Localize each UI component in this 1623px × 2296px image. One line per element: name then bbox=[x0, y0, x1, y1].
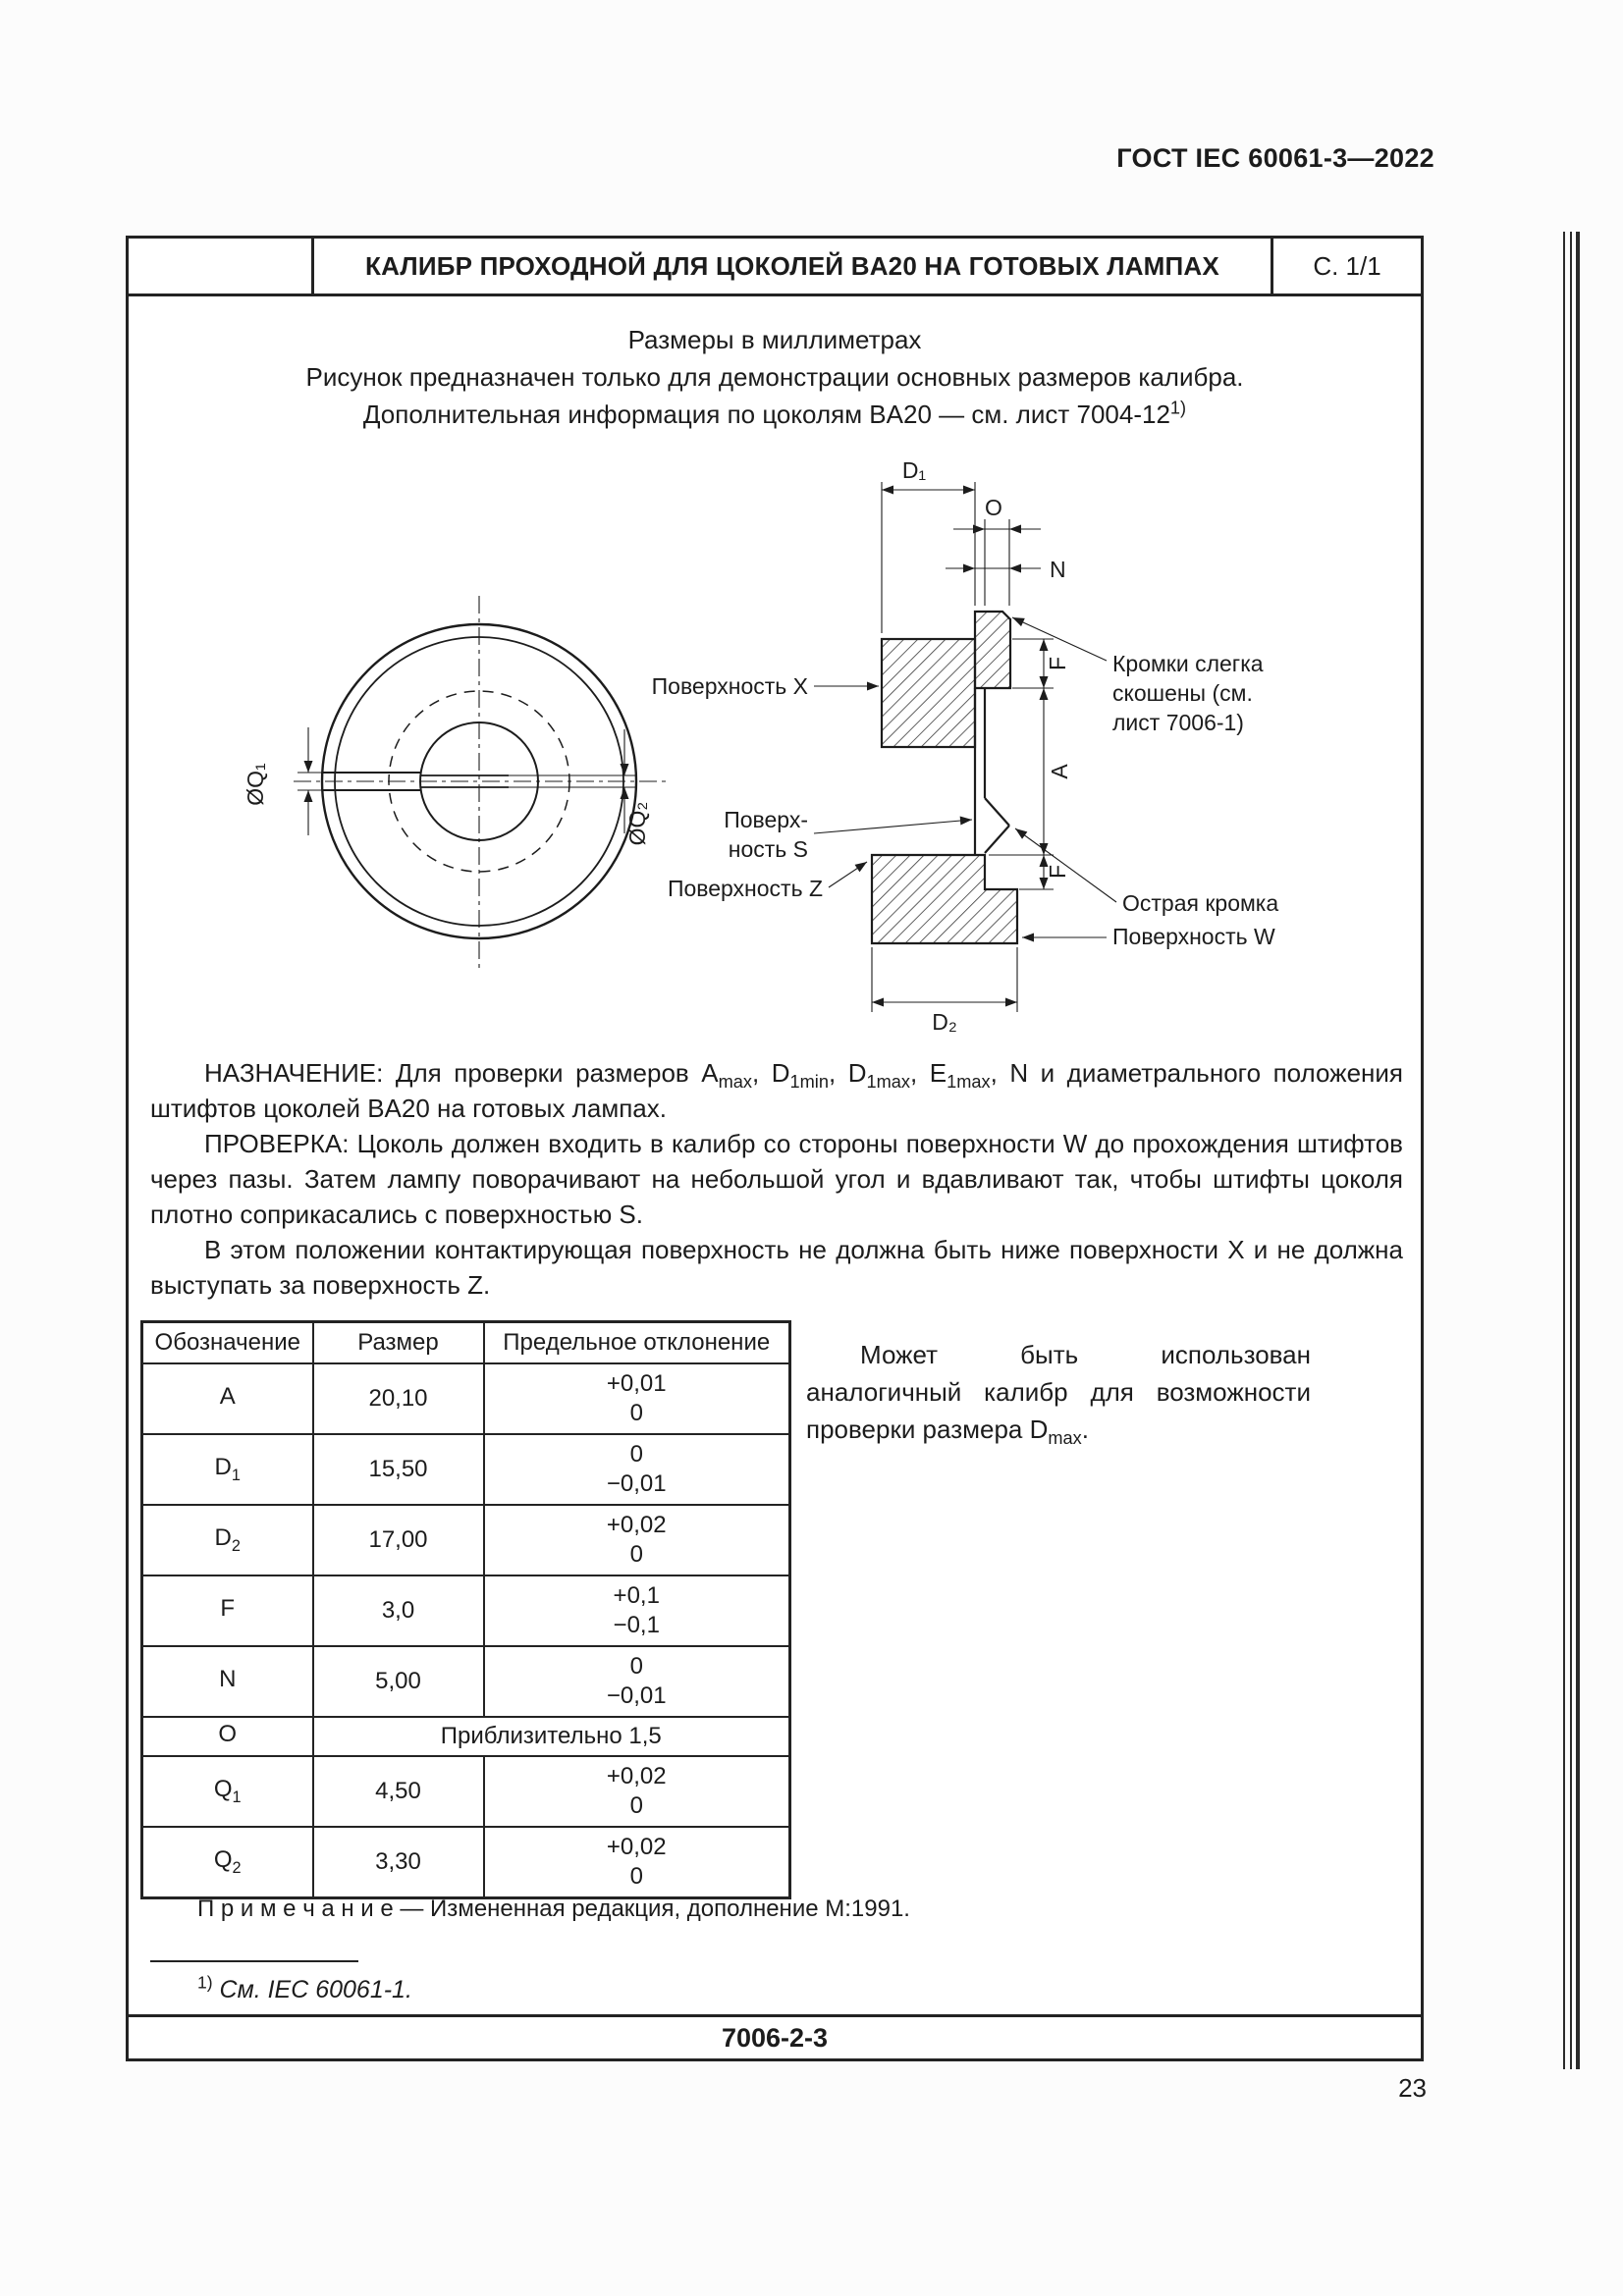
table-row bbox=[142, 1827, 790, 1898]
size-cell: 15,50 bbox=[313, 1434, 484, 1505]
sheet-page-ref: С. 1/1 bbox=[1271, 239, 1421, 294]
check-paragraph-1: ПРОВЕРКА: Цоколь должен входить в калибр со стороны поверхности W до прохождения штифтов через пазы. Затем лампу поворачивают на небольшой угол и вдавливают так, чтобы штифты цоколя плотно соприкасались с поверхностью S. bbox=[150, 1129, 1403, 1229]
dim-d2-label: D₂ bbox=[932, 1009, 957, 1034]
front-view bbox=[294, 596, 669, 971]
table-row bbox=[142, 1363, 790, 1434]
surface-z-label: Поверхность Z bbox=[667, 876, 823, 901]
purpose-paragraph: НАЗНАЧЕНИЕ: Для проверки размеров $A_{max}$, $D_{1min}$, $D_{1max}$, $E_{1max}$, N и диаметрального положения штифтов цоколей BA20 на готовых лампах. bbox=[150, 1058, 1403, 1123]
tolerance-cell: 0 −0,01 bbox=[484, 1434, 790, 1505]
table-row bbox=[142, 1575, 790, 1646]
symbol-cell: $Q_2$ bbox=[142, 1827, 313, 1898]
surface-x-label: Поверхность X bbox=[651, 673, 808, 699]
check-paragraph-2: В этом положении контактирующая поверхность не должна быть ниже поверхности X и не должна выступать за поверхность Z. bbox=[150, 1235, 1403, 1300]
sheet-number: 7006-2-3 bbox=[129, 2014, 1421, 2058]
table-header-row bbox=[142, 1322, 790, 1364]
sharp-edge-chamfer bbox=[985, 798, 1009, 826]
dim-d1-label: D₁ bbox=[901, 457, 927, 483]
leader-line bbox=[814, 820, 972, 833]
size-cell: 4,50 bbox=[313, 1756, 484, 1827]
dim-o-label: O bbox=[985, 495, 1002, 520]
header-size: Размер bbox=[313, 1322, 484, 1364]
header-designation: Обозначение bbox=[142, 1322, 313, 1364]
intro-text bbox=[129, 321, 1421, 433]
tolerance-cell: +0,1 −0,1 bbox=[484, 1575, 790, 1646]
size-cell: 3,0 bbox=[313, 1575, 484, 1646]
approx-value-cell: Приблизительно 1,5 bbox=[313, 1717, 790, 1756]
size-cell: 5,00 bbox=[313, 1646, 484, 1717]
dim-a-label: A bbox=[1047, 764, 1072, 779]
table-row bbox=[142, 1756, 790, 1827]
edge-note-line2: скошены (см. bbox=[1112, 680, 1253, 706]
intro-line-units: Размеры в миллиметрах bbox=[627, 325, 922, 354]
title-bar-empty-cell bbox=[129, 239, 314, 294]
scan-edge-line bbox=[1563, 232, 1565, 2069]
tolerance-cell: 0 −0,01 bbox=[484, 1646, 790, 1717]
document-header: ГОСТ IEC 60061-3—2022 bbox=[1116, 143, 1434, 173]
tolerance-cell: +0,02 0 bbox=[484, 1756, 790, 1827]
leader-line bbox=[1015, 828, 1116, 902]
symbol-cell: $D_1$ bbox=[142, 1434, 313, 1505]
dim-f-lower-label: F bbox=[1045, 864, 1070, 880]
dimension-table bbox=[140, 1320, 791, 1899]
hidden-circle bbox=[389, 691, 569, 872]
tolerance-cell: +0,02 0 bbox=[484, 1827, 790, 1898]
table-row bbox=[142, 1505, 790, 1575]
note: П р и м е ч а н и е — Измененная редакция, дополнение M:1991. bbox=[197, 1896, 910, 1922]
surface-s-label-line1: Поверх- bbox=[724, 807, 808, 832]
table-row bbox=[142, 1434, 790, 1505]
sharp-edge-label: Острая кромка bbox=[1122, 890, 1279, 916]
footnote-rule bbox=[150, 1960, 358, 1962]
size-cell: 17,00 bbox=[313, 1505, 484, 1575]
size-cell: 20,10 bbox=[313, 1363, 484, 1434]
dim-q1-label: ØQ₁ bbox=[243, 763, 268, 806]
rim-section bbox=[975, 612, 1010, 688]
dim-n-label: N bbox=[1050, 557, 1066, 582]
size-cell: 3,30 bbox=[313, 1827, 484, 1898]
upper-block-section bbox=[882, 639, 975, 747]
body-text bbox=[150, 1055, 1403, 1303]
footnote: $^{1)}$ См. IEC 60061-1. bbox=[197, 1972, 412, 2003]
side-note: Может быть использован аналогичный калибр для возможности проверки размера $D_{max}$. bbox=[806, 1340, 1311, 1449]
gauge-technical-drawing bbox=[207, 433, 1385, 1034]
table-row bbox=[142, 1646, 790, 1717]
scan-edge-line bbox=[1576, 232, 1580, 2069]
figure bbox=[207, 433, 1385, 1034]
dim-q2-label: ØQ₂ bbox=[624, 801, 650, 846]
dim-f-upper-label: F bbox=[1045, 656, 1070, 671]
table-row bbox=[142, 1717, 790, 1756]
sharp-edge-chamfer bbox=[985, 826, 1009, 853]
tolerance-cell: +0,02 0 bbox=[484, 1505, 790, 1575]
spec-sheet bbox=[126, 236, 1424, 2061]
section-view bbox=[872, 612, 1017, 943]
symbol-cell: A bbox=[142, 1363, 313, 1434]
tolerance-cell: +0,01 0 bbox=[484, 1363, 790, 1434]
title-bar bbox=[129, 239, 1421, 296]
surface-w-label: Поверхность W bbox=[1112, 924, 1275, 949]
symbol-cell: O bbox=[142, 1717, 313, 1756]
surface-s-label-line2: ность S bbox=[728, 836, 808, 862]
intro-line-figure-note: Рисунок предназначен только для демонстрации основных размеров калибра. bbox=[305, 362, 1244, 392]
symbol-cell: $Q_1$ bbox=[142, 1756, 313, 1827]
edge-note-line1: Кромки слегка bbox=[1112, 651, 1264, 676]
sheet-title: КАЛИБР ПРОХОДНОЙ ДЛЯ ЦОКОЛЕЙ BA20 НА ГОТОВЫХ ЛАМПАХ bbox=[365, 250, 1219, 281]
symbol-cell: F bbox=[142, 1575, 313, 1646]
leader-line bbox=[829, 862, 867, 887]
scan-edge-line bbox=[1570, 232, 1572, 2069]
edge-note-line3: лист 7006-1) bbox=[1112, 710, 1244, 735]
symbol-cell: N bbox=[142, 1646, 313, 1717]
intro-line-reference: Дополнительная информация по цоколям BA20 — см. лист 7004-12$^{1)}$ bbox=[362, 398, 1187, 429]
symbol-cell: $D_2$ bbox=[142, 1505, 313, 1575]
lower-block-section bbox=[872, 855, 1017, 943]
page-number: 23 bbox=[1398, 2073, 1427, 2103]
header-tolerance: Предельное отклонение bbox=[484, 1322, 790, 1364]
